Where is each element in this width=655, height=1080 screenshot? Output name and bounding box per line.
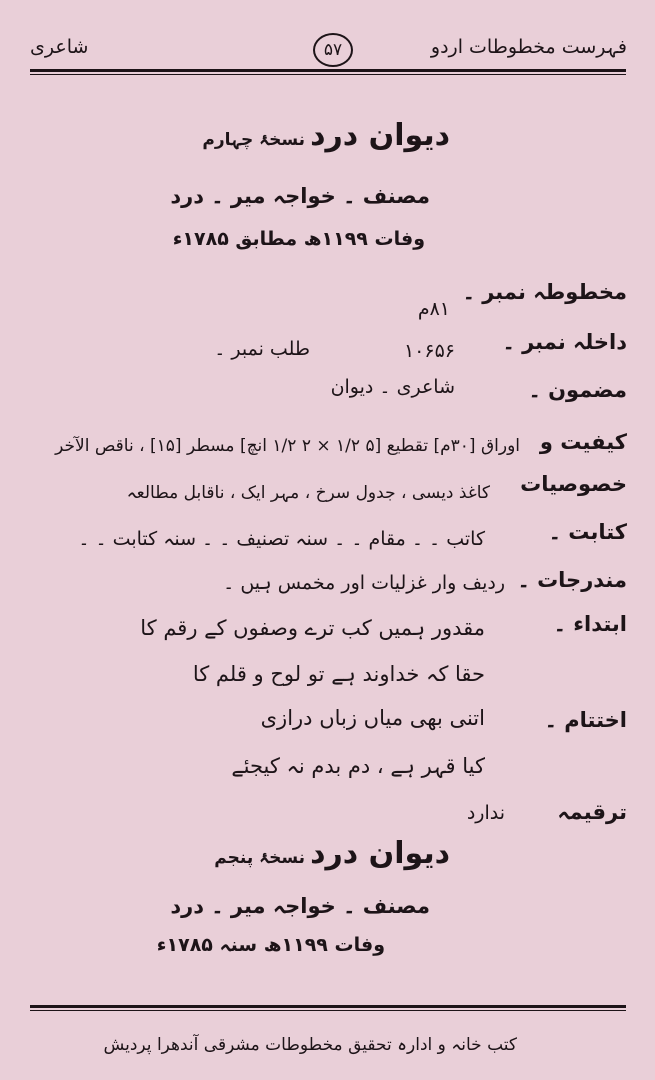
- colophon-value: ندارد: [466, 802, 505, 824]
- beginning-verse-2: حقا کہ خداوند ہے تو لوح و قلم کا: [192, 662, 485, 686]
- entry1-title-block: [202, 118, 450, 153]
- entry2-author: مصنف ۔ خواجہ میر ۔ درد: [170, 894, 430, 918]
- features-description-line2: کاغذ دیسی ، جدول سرخ ، مہر ایک ، ناقابل مطالعہ: [126, 483, 490, 503]
- header-rule: [30, 69, 626, 72]
- entry1-author: مصنف ۔ خواجہ میر ۔ درد: [170, 184, 430, 208]
- entry1-title: دیوان درد: [310, 118, 450, 153]
- footer-institution: کتب خانہ و ادارہ تحقیق مخطوطات مشرقی آندھرا پردیش: [103, 1035, 517, 1055]
- entry2-title-block: [214, 836, 450, 871]
- contents-value: ردیف وار غزلیات اور مخمس ہیں ۔: [223, 572, 505, 594]
- subject-label: مضمون ۔: [528, 378, 627, 402]
- entry2-copy-label: نسخۂ پنجم: [214, 848, 306, 868]
- call-number-label: طلب نمبر ۔: [214, 338, 310, 360]
- header-section: شاعری: [30, 36, 89, 58]
- ending-verse-1: اتنی بھی میاں زباں درازی: [260, 706, 485, 730]
- beginning-verse-1: مقدور ہمیں کب ترے وصفوں کے رقم کا: [140, 616, 485, 640]
- colophon-label: ترقیمہ: [557, 800, 627, 824]
- entry1-death-date: وفات ۱۱۹۹ھ مطابق ۱۷۸۵ء: [172, 228, 425, 250]
- entry2-title: دیوان درد: [310, 836, 450, 871]
- entry1-copy-label: نسخۂ چہارم: [202, 130, 306, 150]
- entry2-death-date: وفات ۱۱۹۹ھ سنہ ۱۷۸۵ء: [156, 934, 385, 956]
- manuscript-number-label: مخطوطہ نمبر ۔: [462, 280, 627, 304]
- subject-value: شاعری ۔ دیوان: [330, 376, 455, 398]
- page-number: ۵۷: [313, 33, 353, 67]
- ending-verse-2: کیا قہر ہے ، دم بدم نہ کیجئے: [231, 754, 485, 778]
- scribe-value: کاتب ۔ ۔ مقام ۔ ۔ سنہ تصنیف ۔ ۔ سنہ کتابت ۔ ۔: [78, 528, 485, 550]
- entry-number-value: ۱۰۶۵۶: [403, 340, 455, 362]
- footer-rule-thin: [30, 1010, 626, 1011]
- features-description-line1: اوراق [۳۰م] تقطیع [۵ ۱/۲ × ۲ ۱/۲ انچ] مسطر [۱۵] ، ناقص الآخر: [55, 436, 520, 456]
- ending-label: اختتام ۔: [544, 708, 627, 732]
- manuscript-number-value: ۸۱م: [417, 298, 450, 320]
- header-rule-thin: [30, 74, 626, 75]
- features-label-line2: خصوصیات: [520, 472, 627, 496]
- scribe-label: کتابت ۔: [548, 520, 627, 544]
- footer-rule: [30, 1005, 626, 1008]
- contents-label: مندرجات ۔: [517, 568, 627, 592]
- features-label-line1: کیفیت و: [539, 430, 627, 454]
- beginning-label: ابتداء ۔: [553, 612, 627, 636]
- entry-number-label: داخلہ نمبر ۔: [502, 330, 627, 354]
- header-catalogue-title: فہرست مخطوطات اردو: [430, 36, 627, 58]
